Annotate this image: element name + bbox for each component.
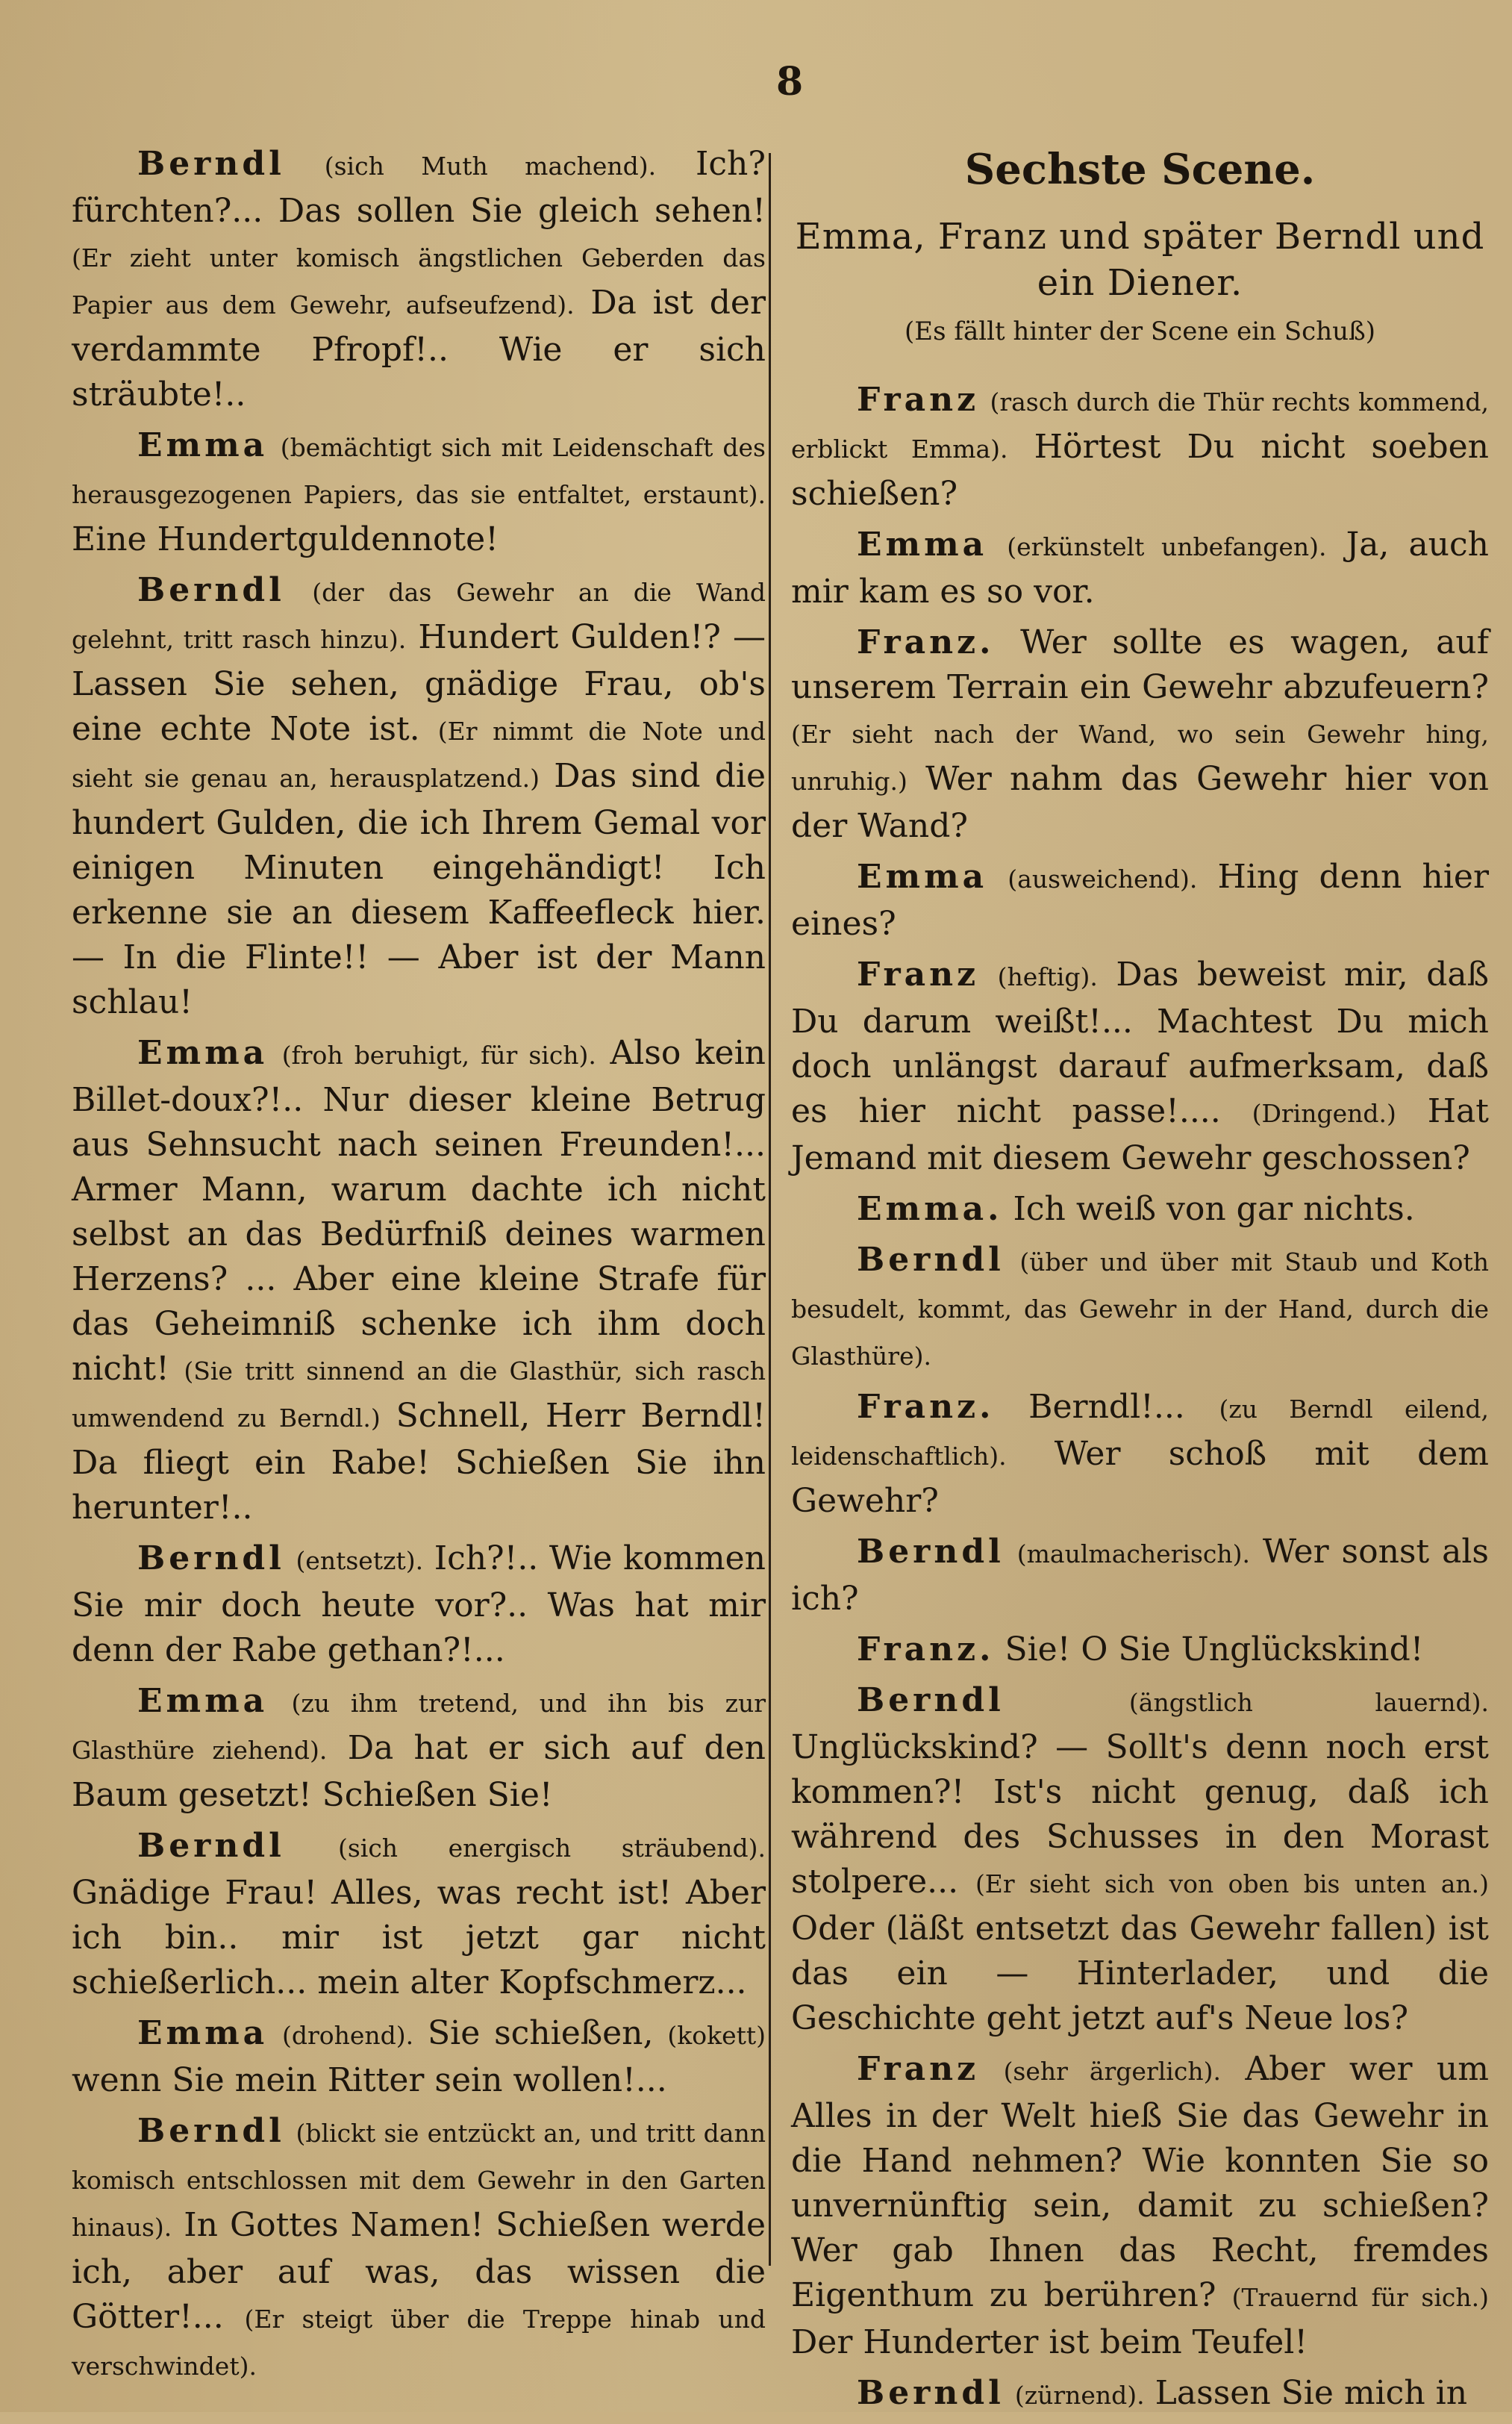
dialogue-paragraph — [72, 1536, 766, 1673]
dialogue-paragraph — [72, 423, 766, 562]
dialogue-text: Oder (läßt entsetzt das Gewehr fallen) ist das ein — Hinterlader, und die Geschichte geht jetzt auf's Neue los? — [791, 1910, 1489, 2037]
dialogue-text: Wer schoß mit dem Gewehr? — [791, 1435, 1489, 1520]
dialogue-text: Da ist der verdammte Pfropf!.. Wie er sich sträubte!.. — [72, 284, 766, 414]
dialogue-paragraph — [791, 953, 1489, 1181]
speaker-name: Berndl — [137, 145, 285, 183]
speaker-name: Emma — [137, 1034, 269, 1072]
stage-direction: (kokett) — [667, 2021, 766, 2050]
scene-stage-direction: (Es fällt hinter der Scene ein Schuß) — [905, 317, 1375, 346]
stage-direction: (sehr ärgerlich). — [1003, 2057, 1221, 2086]
dialogue-text: Wer nahm das Gewehr hier von der Wand? — [791, 760, 1489, 845]
speaker-name: Franz. — [857, 1630, 995, 1669]
stage-direction: (heftig). — [997, 962, 1098, 991]
scene-title: Sechste Scene. — [964, 145, 1316, 194]
scene-cast: Emma, Franz und später Berndl und ein Diener. — [795, 216, 1485, 304]
dialogue-text: Unglückskind? — Sollt's denn noch erst kommen?! Ist's nicht genug, daß ich während des Schusses in den Morast stolpere... — [791, 1728, 1489, 1901]
stage-direction: (zürnend). — [1014, 2381, 1145, 2410]
dialogue-text: Also kein Billet-doux?!.. Nur dieser kleine Betrug aus Sehnsucht nach seinen Freunden!... Armer Mann, warum dachte ich nicht selbst an das Bedürfniß deines warmen Herzens? ... Aber eine kleine Strafe für das Geheimniß schenke ich ihm doch nicht! — [72, 1034, 766, 1388]
dialogue-paragraph — [791, 855, 1489, 947]
dialogue-text: Das beweist mir, daß Du darum weißt!... Machtest Du mich doch unlängst darauf aufmerksam, daß es hier nicht passe!.... — [791, 956, 1489, 1130]
speaker-name: Berndl — [137, 2112, 285, 2150]
speaker-name: Franz. — [857, 1388, 995, 1426]
stage-direction: (zu ihm tretend, und ihn bis zur Glasthüre ziehend). — [72, 1689, 766, 1765]
dialogue-paragraph — [72, 1031, 766, 1530]
stage-direction: (Er zieht unter komisch ängstlichen Geberden das Papier aus dem Gewehr, aufseufzend). — [72, 243, 766, 320]
dialogue-text: Hundert Gulden!? — Lassen Sie sehen, gnädige Frau, ob's eine echte Note ist. — [72, 618, 766, 748]
dialogue-paragraph — [791, 1678, 1489, 2041]
dialogue-text: Hat Jemand mit diesem Gewehr geschossen? — [791, 1092, 1489, 1177]
speaker-name: Emma — [857, 526, 988, 564]
speaker-name: Emma — [137, 1682, 269, 1720]
dialogue-paragraph — [72, 2011, 766, 2103]
speaker-name: Emma. — [857, 1190, 1003, 1228]
stage-direction: (sich energisch sträubend). — [337, 1833, 766, 1863]
dialogue-text: Sie! O Sie Unglückskind! — [1005, 1630, 1424, 1669]
stage-direction: (sich Muth machend). — [324, 152, 657, 181]
dialogue-paragraph — [72, 142, 766, 417]
stage-direction: (Er sieht sich von oben bis unten an.) — [975, 1869, 1489, 1898]
stage-direction: (erkünstelt unbefangen). — [1007, 532, 1327, 561]
dialogue-paragraph — [791, 2047, 1489, 2365]
stage-direction: (Er nimmt die Note und sieht sie genau an, herausplatzend.) — [72, 717, 766, 793]
dialogue-text: In Gottes Namen! Schießen werde ich, aber auf was, das wissen die Götter!... — [72, 2206, 766, 2336]
stage-direction: (Dringend.) — [1252, 1099, 1396, 1128]
dialogue-text: Der Hunderter ist beim Teufel! — [791, 2323, 1308, 2361]
left-column — [72, 142, 766, 2395]
dialogue-text: Hing denn hier eines? — [791, 858, 1489, 943]
dialogue-paragraph — [791, 2371, 1489, 2418]
speaker-name: Emma — [137, 2014, 269, 2052]
right-column — [791, 142, 1489, 2424]
dialogue-paragraph — [72, 1679, 766, 1818]
dialogue-text: Wer sonst als ich? — [791, 1533, 1489, 1618]
dialogue-text: Hörtest Du nicht soeben schießen? — [791, 428, 1489, 513]
speaker-name: Franz — [857, 956, 980, 994]
dialogue-text: Gnädige Frau! Alles, was recht ist! Aber ich bin.. mir ist jetzt gar nicht schießerlich... mein alter Kopfschmerz... — [72, 1874, 766, 2001]
dialogue-paragraph — [791, 1530, 1489, 1621]
speaker-name: Berndl — [857, 1681, 1005, 1719]
stage-direction: (drohend). — [282, 2021, 414, 2050]
stage-direction: (rasch durch die Thür rechts kommend, erblickt Emma). — [791, 387, 1489, 464]
stage-direction: (Sie tritt sinnend an die Glasthür, sich rasch umwendend zu Berndl.) — [72, 1356, 766, 1433]
page-number: 8 — [776, 59, 804, 105]
dialogue-paragraph — [791, 523, 1489, 614]
speaker-name: Berndl — [857, 2374, 1005, 2412]
stage-direction: (maulmacherisch). — [1016, 1539, 1250, 1568]
stage-direction: (über und über mit Staub und Koth besudelt, kommt, das Gewehr in der Hand, durch die Glasthüre). — [791, 1247, 1489, 1371]
speaker-name: Berndl — [857, 1533, 1005, 1571]
dialogue-text: Wer sollte es wagen, auf unserem Terrain ein Gewehr abzufeuern? — [791, 623, 1489, 706]
speaker-name: Emma — [137, 426, 269, 464]
dialogue-text: wenn Sie mein Ritter sein wollen!... — [72, 2061, 667, 2099]
dialogue-paragraph — [791, 1187, 1489, 1232]
stage-direction: (blickt sie entzückt an, und tritt dann komisch entschlossen mit dem Gewehr in den Garten hinaus). — [72, 2119, 766, 2242]
column-divider — [769, 153, 771, 2266]
dialogue-paragraph — [72, 1824, 766, 2005]
speaker-name: Berndl — [137, 1827, 285, 1865]
dialogue-text: Ich weiß von gar nichts. — [1013, 1190, 1415, 1228]
dialogue-text: Sie schießen, — [428, 2014, 654, 2052]
dialogue-paragraph — [791, 1385, 1489, 1524]
speaker-name: Franz. — [857, 623, 995, 661]
stage-direction: (der das Gewehr an die Wand gelehnt, tritt rasch hinzu). — [72, 578, 766, 654]
dialogue-paragraph — [791, 1627, 1489, 1672]
speaker-name: Berndl — [857, 1241, 1005, 1279]
dialogue-paragraph — [72, 2109, 766, 2389]
stage-direction: (froh beruhigt, für sich). — [281, 1041, 596, 1070]
dialogue-paragraph — [791, 378, 1489, 517]
dialogue-paragraph — [791, 620, 1489, 849]
dialogue-text: Aber wer um Alles in der Welt hieß Sie das Gewehr in die Hand nehmen? Wie konnten Sie so unvernünftig sein, damit zu schießen? Wer gab Ihnen das Recht, fremdes Eigenthum zu berühren? — [791, 2050, 1489, 2314]
stage-direction: (zu Berndl eilend, leidenschaftlich). — [791, 1395, 1489, 1471]
dialogue-text: Berndl!... — [1028, 1388, 1185, 1426]
dialogue-text: Da hat er sich auf den Baum gesetzt! Schießen Sie! — [72, 1729, 766, 1814]
stage-direction: (Er sieht nach der Wand, wo sein Gewehr hing, unruhig.) — [791, 720, 1489, 796]
speaker-name: Emma — [857, 858, 988, 896]
speaker-name: Franz — [857, 2050, 980, 2088]
speaker-name: Berndl — [137, 571, 285, 609]
stage-direction: (ängstlich lauernd). — [1128, 1688, 1489, 1717]
stage-direction: (Er steigt über die Treppe hinab und verschwindet). — [72, 2305, 766, 2381]
dialogue-text: Ich? fürchten?... Das sollen Sie gleich sehen! — [72, 145, 766, 230]
stage-direction: (ausweichend). — [1008, 864, 1198, 894]
dialogue-text: Lassen Sie mich in — [1155, 2374, 1468, 2412]
dialogue-text: Ja, auch mir kam es so vor. — [791, 526, 1489, 611]
stage-direction: (bemächtigt sich mit Leidenschaft des herausgezogenen Papiers, das sie entfaltet, erstaunt). — [72, 433, 766, 509]
dialogue-text: Das sind die hundert Gulden, die ich Ihrem Gemal vor einigen Minuten eingehändigt! Ich erkenne sie an diesem Kaffeefleck hier. — In die Flinte!! — Aber ist der Mann schlau! — [72, 757, 766, 1021]
dialogue-text: Ich?!.. Wie kommen Sie mir doch heute vor?.. Was hat mir denn der Rabe gethan?!... — [72, 1539, 766, 1669]
speaker-name: Franz — [857, 381, 980, 419]
speaker-name: Berndl — [137, 1539, 285, 1577]
dialogue-text: Schnell, Herr Berndl! Da fliegt ein Rabe! Schießen Sie ihn herunter!.. — [72, 1397, 766, 1527]
stage-direction: (Trauernd für sich.) — [1231, 2283, 1489, 2312]
dialogue-paragraph — [791, 1238, 1489, 1379]
dialogue-paragraph — [72, 568, 766, 1025]
dialogue-text: Eine Hundertguldennote! — [72, 520, 499, 558]
stage-direction: (entsetzt). — [296, 1546, 424, 1575]
